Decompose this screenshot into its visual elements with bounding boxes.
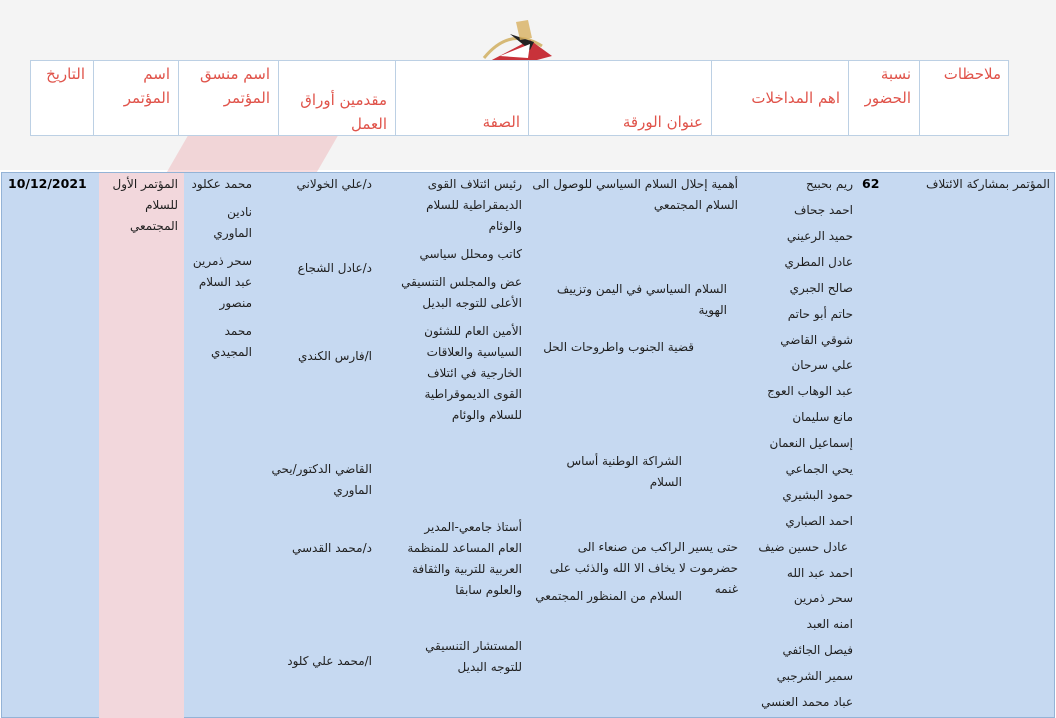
header-conference: اسم المؤتمر bbox=[93, 60, 178, 136]
coordinator-name: نادين الماوري bbox=[213, 205, 252, 240]
participant-name: علي سرحان bbox=[791, 358, 853, 372]
presenter-name: ا/فارس الكندي bbox=[298, 349, 372, 363]
cell-date: 10/12/2021 bbox=[8, 176, 87, 191]
participant-name: حميد الرعيني bbox=[786, 229, 853, 243]
participant-name: سمير الشرجبي bbox=[776, 669, 853, 683]
participant-name: عادل المطري bbox=[784, 255, 853, 269]
presenter-name: د/محمد القدسي bbox=[291, 541, 372, 555]
cell-notes: المؤتمر بمشاركة الائتلاف bbox=[926, 177, 1050, 191]
paper-title: السلام السياسي في اليمن وتزييف الهوية bbox=[556, 282, 727, 317]
presenter-position: أستاذ جامعي-المدير العام المساعد للمنظمة العربية للتربية والثقافة والعلوم سابقا bbox=[407, 520, 522, 597]
presenter-name: د/عادل الشجاع bbox=[297, 261, 372, 275]
paper-title: السلام من المنظور المجتمعي bbox=[535, 589, 682, 603]
presenter-position: رئيس ائتلاف القوى الديمقراطية للسلام والوئام bbox=[426, 177, 522, 233]
participant-name: حاتم أبو حاتم bbox=[787, 307, 853, 321]
participant-name: احمد الصباري bbox=[785, 514, 853, 528]
participant-name: إسماعيل النعمان bbox=[769, 436, 853, 450]
paper-title: الشراكة الوطنية أساس السلام bbox=[566, 454, 682, 489]
presenter-name: د/علي الخولاني bbox=[296, 177, 372, 191]
participant-name: يحي الجماعي bbox=[785, 462, 853, 476]
coordinator-name: سحر ذمرين عبد السلام منصور bbox=[192, 254, 252, 310]
participant-name: صالح الجبري bbox=[789, 281, 853, 295]
participant-name: فيصل الجائفي bbox=[782, 643, 853, 657]
presenter-position: كاتب ومحلل سياسي bbox=[419, 247, 522, 261]
participant-name: حمود البشيري bbox=[782, 488, 853, 502]
header-date: التاريخ bbox=[46, 65, 85, 83]
header-notes: ملاحظات bbox=[919, 60, 1009, 136]
presenter-position: الأمين العام للشئون السياسية والعلاقات الخارجية في ائتلاف القوى الديموقراطية للسلام والوئام bbox=[424, 324, 522, 422]
coordinator-name: محمد المجيدي bbox=[211, 324, 252, 359]
coordinator-name: محمد عكلود bbox=[191, 177, 252, 191]
participant-name: شوقي القاضي bbox=[780, 333, 853, 347]
header-coordinator: اسم منسق المؤتمر bbox=[178, 60, 278, 136]
cell-attendance: 62 bbox=[862, 176, 880, 191]
paper-title: حتى يسير الراكب من صنعاء الى حضرموت لا يخاف الا الله والذئب على غنمه bbox=[549, 540, 738, 596]
paper-title: قضية الجنوب واطروحات الحل bbox=[543, 340, 694, 354]
conference-column-bg bbox=[99, 173, 184, 718]
paper-title: أهمية إحلال السلام السياسي للوصول الى السلام المجتمعي bbox=[532, 177, 738, 212]
participant-name: عادل حسين ضيف bbox=[758, 540, 848, 554]
header-interventions: اهم المداخلات bbox=[711, 60, 848, 136]
header-attendance: نسبة الحضور bbox=[848, 60, 919, 136]
header-position: الصفة bbox=[395, 60, 528, 136]
presenter-position: المستشار التنسيقي للتوجه البديل bbox=[425, 639, 522, 674]
cell-conference: المؤتمر الأول للسلام المجتمعي bbox=[112, 177, 178, 233]
participant-name: مانع سليمان bbox=[792, 410, 853, 424]
presenter-name: ا/محمد علي كلود bbox=[287, 654, 372, 668]
participant-name: عباد محمد العنسي bbox=[761, 695, 853, 709]
presenter-name: القاضي الدكتور/يحي الماوري bbox=[271, 462, 372, 497]
participant-name: احمد جحاف bbox=[793, 203, 853, 217]
participant-name: ريم بحبيح bbox=[805, 177, 853, 191]
header-presenters: مقدمين أوراق العمل bbox=[278, 60, 395, 136]
header-paper-title: عنوان الورقة bbox=[528, 60, 711, 136]
presenter-position: عض والمجلس التنسيقي الأعلى للتوجه البديل bbox=[401, 275, 522, 310]
participant-name: امنه العبد bbox=[806, 617, 853, 631]
participant-name: احمد عبد الله bbox=[786, 566, 853, 580]
participant-name: عبد الوهاب العوج bbox=[767, 384, 853, 398]
participant-name: سحر ذمرين bbox=[793, 591, 853, 605]
